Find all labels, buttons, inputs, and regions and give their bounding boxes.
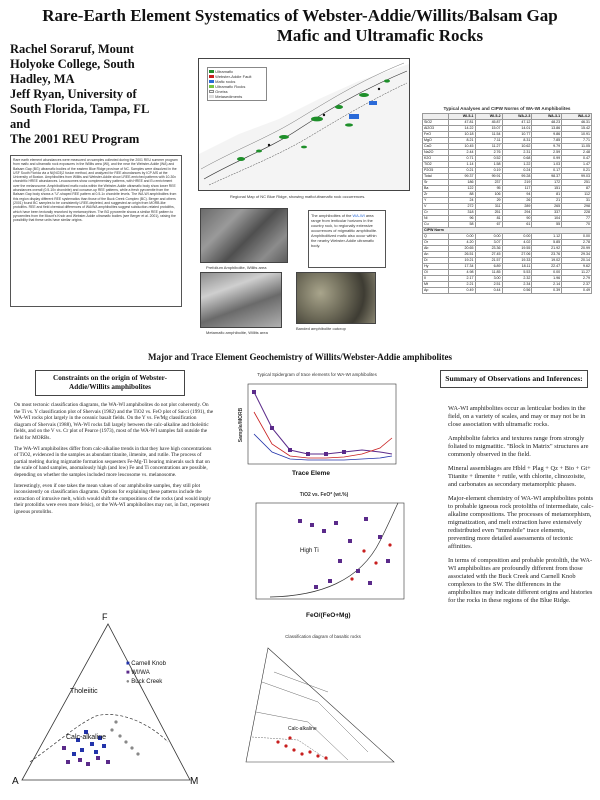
data-point bbox=[96, 756, 100, 760]
data-point bbox=[276, 740, 279, 743]
table-cell: 27.06 bbox=[502, 252, 532, 258]
data-point bbox=[356, 569, 360, 573]
table-cell: 0.00 bbox=[448, 234, 475, 240]
table-cell: 0.52 bbox=[475, 156, 502, 162]
data-point bbox=[90, 742, 94, 746]
table-cell: 31 bbox=[562, 198, 592, 204]
table-cell: 0.24 bbox=[502, 168, 532, 174]
table-cell: P2O5 bbox=[423, 168, 449, 174]
outcrop-photo-1 bbox=[200, 208, 288, 263]
summary-paragraph: In terms of composition and probable protolith, the WA-WI amphibolites are profoundly different from those associated with the Buck Creek and Carnell Knob complexes to the SW. The differences in the amphibolites may indicate different origins and histories for the rocks in these regions of the Blue Ridge. bbox=[448, 557, 593, 604]
table-cell: 81 bbox=[475, 216, 502, 222]
table-cell: 17.34 bbox=[448, 264, 475, 270]
table-cell: 0.00 bbox=[532, 270, 562, 276]
data-point bbox=[86, 762, 90, 766]
table-cell: 318 bbox=[448, 210, 475, 216]
table-header-cell: WI-5-1 bbox=[448, 114, 475, 120]
scatter-title: TiO2 vs. FeO* (wt.%) bbox=[299, 492, 349, 498]
table-cell: Ol bbox=[423, 270, 449, 276]
data-point bbox=[72, 752, 76, 756]
table-cell: 81 bbox=[532, 192, 562, 198]
data-point bbox=[78, 758, 82, 762]
data-point bbox=[364, 517, 368, 521]
table-cell: 219 bbox=[502, 180, 532, 186]
data-point bbox=[350, 577, 353, 580]
spidergram-title: Typical Spidergram of trace elements for WA-WI amphibolites bbox=[257, 372, 377, 377]
data-point bbox=[324, 756, 327, 759]
table-cell: 294 bbox=[502, 210, 532, 216]
table-cell: 5.85 bbox=[532, 240, 562, 246]
table-cell: 90 bbox=[502, 216, 532, 222]
constraints-paragraph: Interestingly, even if one takes the mean values of our amphibolite samples, they still plot inconsistently on classification diagrams. Options for explaining these patterns include the extraction of intrusive melt, which would shift the compositions of the rocks (and would imply their protoliths were even more felsic), or the WA-WI amphibolites may not, in fact, represent igneous protoliths. bbox=[14, 482, 211, 515]
photo-2-caption: Metamafic amphibolite, Willits area bbox=[206, 330, 268, 335]
summary-paragraph: Major-element chemistry of WA-WI amphibolites points to probable igneous rock protoliths of intermediate, calc-alkaline compositions. The processes of metamorphism, migmatization, and melt extraction have extensively redistributed even "immobile" trace elements, preventing more detailed assessments of tectonic affinities. bbox=[448, 495, 594, 550]
table-cell: Na2O bbox=[423, 150, 449, 156]
table-cell: 11.27 bbox=[475, 144, 502, 150]
table-cell: K2O bbox=[423, 156, 449, 162]
apex-f-label: F bbox=[102, 612, 108, 622]
data-point bbox=[110, 728, 113, 731]
spidergram-svg bbox=[232, 382, 402, 477]
regional-map bbox=[198, 58, 410, 191]
table-cell: 10.18 bbox=[448, 132, 475, 138]
data-point bbox=[66, 760, 70, 764]
map-caption: Regional Map of NC Blue Ridge, showing mafic/ultramafic rock occurrences. bbox=[230, 194, 366, 199]
table-cell: 1.14 bbox=[448, 162, 475, 168]
table-cell: Y bbox=[423, 198, 449, 204]
table-cell: 298 bbox=[562, 204, 592, 210]
table-cell: Ba bbox=[423, 186, 449, 192]
table-cell: 0.68 bbox=[502, 156, 532, 162]
data-point bbox=[124, 740, 127, 743]
legend-label: WI/WA bbox=[131, 670, 150, 676]
table-cell: 11.27 bbox=[562, 270, 592, 276]
table-cell: 99.03 bbox=[562, 174, 592, 180]
table-cell: 58 bbox=[448, 222, 475, 228]
table-cell: 2.32 bbox=[502, 276, 532, 282]
table-header-cell: WA-4-2 bbox=[562, 114, 592, 120]
table-cell: 2.48 bbox=[562, 150, 592, 156]
legend-label: Carnell Knob bbox=[131, 661, 166, 667]
scatter-svg bbox=[240, 501, 408, 613]
table-cell: 0.19 bbox=[475, 168, 502, 174]
data-point bbox=[348, 539, 352, 543]
table-cell: 19.21 bbox=[448, 258, 475, 264]
table-cell: SiO2 bbox=[423, 120, 449, 126]
table-header-cell: WA-3-1 bbox=[532, 114, 562, 120]
data-point bbox=[316, 754, 319, 757]
amphibolite-description bbox=[308, 210, 386, 268]
table-cell: 1.96 bbox=[532, 276, 562, 282]
amph-text-prefix: The amphibolites of the bbox=[311, 213, 352, 218]
table-cell: 265 bbox=[532, 204, 562, 210]
data-point bbox=[298, 519, 302, 523]
table-cell: 237 bbox=[475, 180, 502, 186]
table-cell: Q bbox=[423, 234, 449, 240]
table-cell: 10.45 bbox=[448, 144, 475, 150]
legend-entry: ■ WI/WA bbox=[126, 670, 150, 676]
table-cell: 2.34 bbox=[502, 282, 532, 288]
table-cell: 46.31 bbox=[562, 120, 592, 126]
summary-text bbox=[448, 405, 594, 795]
table-cell: Ab bbox=[423, 246, 449, 252]
table-cell: 20.99 bbox=[562, 246, 592, 252]
table-cell: 251 bbox=[562, 180, 592, 186]
calc-alkaline-field-label: Calc-alkaline bbox=[66, 734, 107, 741]
table-cell: 27.45 bbox=[475, 252, 502, 258]
data-point bbox=[374, 561, 377, 564]
table-cell: Total bbox=[423, 174, 449, 180]
table-cell: 104 bbox=[532, 216, 562, 222]
table-cell: Or bbox=[423, 240, 449, 246]
legend-label: Mafic rocks bbox=[215, 79, 236, 84]
spidergram-ylabel: Sample/MORB bbox=[238, 407, 245, 443]
table-cell: 15.07 bbox=[475, 126, 502, 132]
table-cell: 2.17 bbox=[448, 276, 475, 282]
table-header-cell: WI-5-2 bbox=[475, 114, 502, 120]
table-cell: 96 bbox=[448, 216, 475, 222]
table-cell: 29 bbox=[475, 198, 502, 204]
table-cell: 77 bbox=[562, 216, 592, 222]
legend-entry bbox=[209, 94, 265, 99]
ternary-legend bbox=[126, 660, 166, 687]
table-cell: FeO bbox=[423, 132, 449, 138]
author-line: Rachel Soraruf, Mount bbox=[10, 42, 134, 56]
classification-field-label: Calc-alkaline bbox=[288, 726, 317, 732]
table-title: Typical Analyses and CIPW Norms of WA-WI Amphibolites bbox=[443, 106, 571, 111]
table-cell: An bbox=[423, 252, 449, 258]
summary-heading: Summary of Observations and Inferences: bbox=[445, 374, 583, 383]
data-point bbox=[314, 585, 318, 589]
photo-1-caption: Prefolium Amphibolite, Willits area bbox=[206, 265, 267, 270]
data-point bbox=[334, 521, 338, 525]
table-cell: 2.78 bbox=[562, 240, 592, 246]
table-cell: 9.79 bbox=[532, 144, 562, 150]
table-cell: 47.12 bbox=[502, 120, 532, 126]
data-point bbox=[94, 750, 98, 754]
table-cell: 272 bbox=[448, 204, 475, 210]
table-cell: 6.89 bbox=[475, 264, 502, 270]
data-point bbox=[130, 746, 133, 749]
table-cell: Zr bbox=[423, 192, 449, 198]
legend-label: Webster-Addie Fault bbox=[215, 74, 252, 79]
table-cell: 2.79 bbox=[562, 276, 592, 282]
table-cell: TiO2 bbox=[423, 162, 449, 168]
tholeiitic-field-label: Tholeiitic bbox=[70, 688, 98, 695]
analyses-table bbox=[422, 113, 592, 294]
author-block bbox=[10, 42, 185, 147]
table-cell: 87 bbox=[562, 186, 592, 192]
data-point bbox=[80, 748, 84, 752]
summary-paragraph: Mineral assemblages are Hbld + Plag + Qz + Bio + Gt+ Titanite + ilmenite + rutile, with chlorite, clinozoisite, and carbonates as secondary metamorphic phases. bbox=[448, 465, 591, 488]
table-cell: 7.71 bbox=[562, 138, 592, 144]
table-cell: 0.17 bbox=[532, 168, 562, 174]
table-cell: 122 bbox=[448, 186, 475, 192]
apex-m-label: M bbox=[190, 776, 199, 787]
table-cell: 0.99 bbox=[532, 156, 562, 162]
table-cell: 20.65 bbox=[448, 246, 475, 252]
author-line: and bbox=[10, 117, 31, 131]
author-line: South Florida, Tampa, FL bbox=[10, 102, 150, 116]
table-cell: 11.85 bbox=[475, 270, 502, 276]
table-cell: 7.11 bbox=[475, 138, 502, 144]
table-cell: 45.87 bbox=[475, 120, 502, 126]
table-cell: 99.91 bbox=[475, 174, 502, 180]
title-line-1: Rare-Earth Element Systematics of Webster-Addie/Willits/Balsam Gap bbox=[42, 6, 558, 25]
table-cell: MgO bbox=[423, 138, 449, 144]
table-cell: 99.37 bbox=[448, 174, 475, 180]
geochem-section-heading: Major and Trace Element Geochemistry of Willits/Webster-Addie amphibolites bbox=[147, 352, 453, 362]
tio2-scatter-chart bbox=[240, 492, 408, 624]
table-cell: 10.77 bbox=[502, 132, 532, 138]
table-cell: 21.57 bbox=[475, 258, 502, 264]
data-point bbox=[386, 559, 390, 563]
table-cell: 1.47 bbox=[562, 162, 592, 168]
table-cell: 3.07 bbox=[475, 240, 502, 246]
table-cell: 2.59 bbox=[532, 150, 562, 156]
table-cell: 0.49 bbox=[562, 288, 592, 294]
table-cell: 251 bbox=[475, 210, 502, 216]
author-line: Hadley, MA bbox=[10, 72, 75, 86]
table-cell: 48.23 bbox=[532, 120, 562, 126]
table-cell: 14.22 bbox=[448, 126, 475, 132]
table-cell: 8.21 bbox=[448, 138, 475, 144]
author-line: Jeff Ryan, University of bbox=[10, 87, 137, 101]
table-cell: 2.21 bbox=[448, 282, 475, 288]
photo-3-caption: Banded amphibolite outcrop bbox=[296, 326, 346, 331]
table-cell: Il bbox=[423, 276, 449, 282]
table-cell: 18.11 bbox=[502, 264, 532, 270]
legend-label: Metasediments bbox=[215, 94, 243, 99]
table-cell: 289 bbox=[502, 204, 532, 210]
table-cell: Mt bbox=[423, 282, 449, 288]
legend-label: Ultramafic bbox=[215, 69, 234, 74]
table-cell: Sr bbox=[423, 180, 449, 186]
table-cell: 4.98 bbox=[448, 270, 475, 276]
afm-ternary-svg bbox=[8, 612, 206, 794]
data-point bbox=[284, 744, 287, 747]
table-cell: 70 bbox=[562, 222, 592, 228]
analyses-table-block bbox=[422, 106, 592, 294]
spidergram-xlabel: Trace Eleme bbox=[292, 470, 330, 477]
table-cell: 19.33 bbox=[502, 258, 532, 264]
summary-paragraph: Amphibolite fabrics and textures range from strongly foliated to migmatitic. "Block in Matrix" structures are commonly observed in the field. bbox=[448, 435, 589, 458]
legend-label: Ultramafic Rocks bbox=[215, 84, 246, 89]
table-cell: Cu bbox=[423, 222, 449, 228]
afm-ternary-diagram bbox=[8, 612, 206, 794]
poster-title bbox=[0, 6, 600, 46]
table-cell: 4.02 bbox=[502, 240, 532, 246]
classification-svg bbox=[238, 642, 408, 778]
constraints-paragraph: On most tectonic classification diagrams, the WA-WI amphibolites do not plot coherently. On the Ti vs. Y classification plot of Shervais (1982) and the TiO2 vs. FeO plot of Sacci (1991), the WA-WI rocks plot largely in the oceanic basalt fields. On the Y vs. Fe/Mg classification diagram of Shervais (1988), WA-WI rocks fall largely between the calc-alkaline and tholeiitic fields, and on the V vs. Cr plot of Pearce (1973), most of the WA-WI samples fall outside the field for MORBs. bbox=[14, 402, 214, 441]
table-cell: 1.12 bbox=[532, 234, 562, 240]
table-cell: 1.58 bbox=[475, 162, 502, 168]
amph-highlight: WA-WI bbox=[352, 213, 365, 218]
table-cell: Di bbox=[423, 258, 449, 264]
intro-abstract: Rare earth element abundances were measured on samples collected during the 2001 REU summer program from mafic and ultramafic rock exposures in the Willits area (WI), and the near the Webster-Addie (WA) and Balsam Gap (BG) ultramafic bodies of the eastern Blue Ridge province of NC. Samples were dissolved in the USF South Florida via a Ni(NO3)2 fusion method, and analyzed for REE abundances by ICP-MS at the University of Boston. Amphibolites from Willits and Webster-Addie show LREE-enriched patterns with 10-30x chondritic HREE abundances. Leucosomes show complementary patterns, with HREE and Eu enrichment over the melanosome. Amphibolitized mafic rocks within the Webster-Addie ultramafic body show lower REE abundances overall (0.5-10x chondrite) and concave-up REE patterns, while a fresh pyroxenite from the Balsam Gap body shows a "U"-shaped REE pattern at 0.5-1x chondrite levels. The WA-WI amphibolites from this region display different REE systematics than those of the Buck Creek Complex (BC). Berger and others (2001) found BC samples to be consistently LREE-depleted, and suggested an origin from MORB-like protoliths. REE and field chemical differences of WA/WA amphibolites suggest subduction-related protoliths, which have been texturally reworked by metamorphism. The BG pyroxenite shows a similar REE pattern to pyroxenites from the Mount's Knob and Webster-Addie ultramafic bodies (see Berger et al. 2001), raising the possibility that these units have similar origins. bbox=[10, 155, 182, 307]
table-cell: 0.47 bbox=[562, 156, 592, 162]
table-cell: 0.49 bbox=[448, 288, 475, 294]
table-cell: 24 bbox=[448, 198, 475, 204]
outcrop-photo-2 bbox=[200, 272, 282, 328]
constraints-text bbox=[14, 402, 214, 602]
amph-text-rest: area range from lenticular horizons in the country rock, to regionally extensive occurrences of migmatitic amphibolite. Amphibolitized mafic also occur within the nearby Webster-Addie ultramafic body. bbox=[311, 213, 378, 248]
table-cell: 172 bbox=[532, 180, 562, 186]
data-point bbox=[308, 750, 311, 753]
table-cell: 11.54 bbox=[475, 132, 502, 138]
table-cell: 9.62 bbox=[562, 264, 592, 270]
legend-label: Buck Creek bbox=[131, 679, 163, 685]
table-cell: 29.34 bbox=[562, 252, 592, 258]
table-cell: 2.37 bbox=[562, 282, 592, 288]
table-cell: Ap bbox=[423, 288, 449, 294]
data-point bbox=[118, 734, 121, 737]
table-cell: 0.00 bbox=[475, 234, 502, 240]
table-cell: 337 bbox=[532, 210, 562, 216]
table-cell: Ni bbox=[423, 216, 449, 222]
table-cell: 186 bbox=[448, 180, 475, 186]
legend-entry: ■ Carnell Knob bbox=[126, 661, 166, 667]
table-cell: 0.44 bbox=[475, 288, 502, 294]
table-cell: 106 bbox=[475, 192, 502, 198]
table-cell: 22.47 bbox=[532, 264, 562, 270]
data-point bbox=[328, 579, 332, 583]
table-cell: 3.00 bbox=[475, 276, 502, 282]
table-cell: 5.53 bbox=[502, 270, 532, 276]
table-cell: CaO bbox=[423, 144, 449, 150]
table-cell: 19.55 bbox=[502, 246, 532, 252]
title-line-2: Mafic and Ultramafic Rocks bbox=[276, 26, 484, 45]
table-cell: 8.31 bbox=[502, 138, 532, 144]
data-point bbox=[114, 720, 117, 723]
table-cell: 55 bbox=[532, 222, 562, 228]
table-cell: 47.81 bbox=[448, 120, 475, 126]
spidergram-chart bbox=[232, 372, 402, 482]
table-cell: 311 bbox=[475, 204, 502, 210]
data-point bbox=[102, 744, 106, 748]
table-cell: 151 bbox=[532, 186, 562, 192]
table-cell: 11.05 bbox=[562, 144, 592, 150]
table-cell: 98.37 bbox=[532, 174, 562, 180]
scatter-field-label: High Ti bbox=[300, 548, 319, 554]
data-point bbox=[362, 549, 365, 552]
table-cell: Cr bbox=[423, 210, 449, 216]
data-point bbox=[338, 559, 342, 563]
constraints-heading: Constraints on the origin of Webster-Addie/Willits amphibolites bbox=[53, 374, 167, 391]
table-cell: 228 bbox=[562, 210, 592, 216]
table-cell: Hy bbox=[423, 264, 449, 270]
table-cell: Al2O3 bbox=[423, 126, 449, 132]
table-cell: 23.36 bbox=[475, 246, 502, 252]
table-cell: 2.76 bbox=[475, 150, 502, 156]
summary-heading-box bbox=[440, 370, 588, 388]
table-cell: 20.14 bbox=[562, 258, 592, 264]
table-cell: 10.91 bbox=[562, 132, 592, 138]
table-cell: 14.01 bbox=[502, 126, 532, 132]
table-cell: 0.71 bbox=[448, 156, 475, 162]
table-cell: 10.62 bbox=[502, 144, 532, 150]
table-cell: V bbox=[423, 204, 449, 210]
map-legend bbox=[207, 67, 267, 101]
table-cell: 2.51 bbox=[475, 282, 502, 288]
table-cell: 117 bbox=[502, 186, 532, 192]
table-cell: 95 bbox=[475, 186, 502, 192]
table-cell: 94 bbox=[502, 192, 532, 198]
table-cell: 15.42 bbox=[562, 126, 592, 132]
table-cell: 0.21 bbox=[562, 168, 592, 174]
data-point bbox=[310, 523, 314, 527]
classification-diagram bbox=[238, 634, 408, 782]
table-cell: 2.14 bbox=[532, 282, 562, 288]
table-cell: 112 bbox=[562, 192, 592, 198]
table-cell: 21.92 bbox=[532, 246, 562, 252]
table-cell: 13.86 bbox=[532, 126, 562, 132]
data-point bbox=[368, 581, 372, 585]
classification-title: Classification diagram of basaltic rocks bbox=[285, 634, 361, 639]
data-point bbox=[322, 529, 326, 533]
data-point bbox=[136, 752, 139, 755]
table-cell: 2.31 bbox=[502, 150, 532, 156]
table-cell: 99.28 bbox=[502, 174, 532, 180]
table-header-cell: WA-2-3 bbox=[502, 114, 532, 120]
table-cell: 1.22 bbox=[502, 162, 532, 168]
table-cell: 2.44 bbox=[448, 150, 475, 156]
table-cell: 0.21 bbox=[448, 168, 475, 174]
data-point bbox=[292, 748, 295, 751]
table-cell: 0.56 bbox=[502, 288, 532, 294]
table-cell: 26.51 bbox=[448, 252, 475, 258]
table-cell: 61 bbox=[502, 222, 532, 228]
data-point bbox=[106, 760, 110, 764]
constraints-heading-box bbox=[35, 370, 185, 396]
constraints-paragraph: The WA-WI amphibolites differ from calc-alkaline trends in that they have high concentrations of TiO2, evidenced in the samples as abundant titanite, ilmenite, and rutile. The process of partial melting during migmatite formation sequesters Fe-Mg-Ti bearing minerals such that on the scale of hand samples, anomalously high (and low) Fe and Ti concentrations are possible, depending on whether the samples included more leucosome vs. melanosome. bbox=[14, 445, 212, 478]
author-line: Holyoke College, South bbox=[10, 57, 135, 71]
data-point bbox=[288, 736, 291, 739]
table-cell: 21 bbox=[532, 198, 562, 204]
table-cell: 88 bbox=[448, 192, 475, 198]
author-line: The 2001 REU Program bbox=[10, 132, 140, 146]
cipw-label: CIPW Norm bbox=[423, 228, 592, 234]
data-point bbox=[300, 752, 303, 755]
table-cell: 67 bbox=[475, 222, 502, 228]
legend-entry: ● Buck Creek bbox=[126, 679, 163, 685]
apex-a-label: A bbox=[12, 776, 19, 787]
scatter-xlabel: FeO/(FeO+Mg) bbox=[306, 612, 351, 619]
table-cell: 0.39 bbox=[532, 288, 562, 294]
table-cell: 0.00 bbox=[502, 234, 532, 240]
summary-paragraph: WA-WI amphibolites occur as lenticular bodies in the field, on a variety of scales, and may or may not be in close association with ultramafic rocks. bbox=[448, 405, 586, 428]
table-cell: 4.20 bbox=[448, 240, 475, 246]
table-row bbox=[423, 288, 592, 294]
table-cell: 26 bbox=[502, 198, 532, 204]
data-point bbox=[62, 746, 66, 750]
outcrop-photo-3 bbox=[296, 272, 376, 324]
table-cell: 19.02 bbox=[532, 258, 562, 264]
legend-label: Gneiss bbox=[215, 89, 228, 94]
table-cell: 0.00 bbox=[562, 234, 592, 240]
table-cell: 1.03 bbox=[532, 162, 562, 168]
table-cell: 9.86 bbox=[532, 132, 562, 138]
data-point bbox=[378, 535, 382, 539]
data-point bbox=[388, 543, 391, 546]
table-cell: 7.85 bbox=[532, 138, 562, 144]
table-cell: 23.76 bbox=[532, 252, 562, 258]
